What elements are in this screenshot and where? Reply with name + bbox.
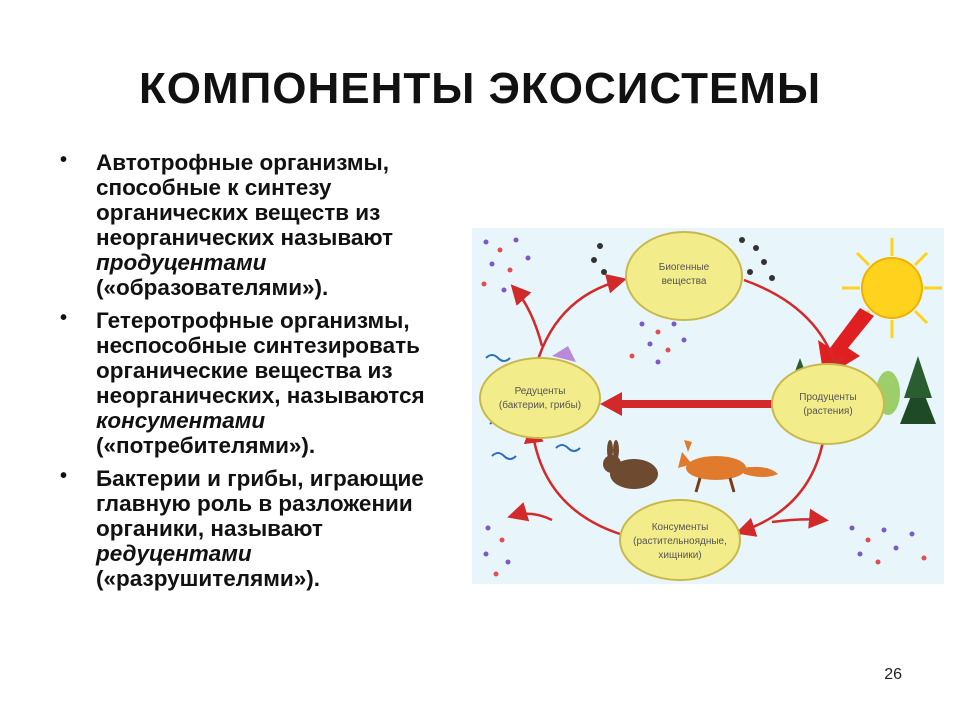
node-consumers-label: (растительноядные,	[633, 536, 727, 547]
node-reducers-label: (бактерии, грибы)	[498, 400, 582, 411]
node-biogenic-label: Биогенные	[658, 262, 710, 273]
node-consumers-label: Консументы	[651, 522, 709, 533]
bullet-term-producers: продуцентами	[96, 250, 267, 275]
bullet-producers	[60, 150, 460, 300]
node-reducers	[480, 358, 600, 438]
node-consumers	[620, 500, 740, 580]
node-biogenic	[626, 232, 742, 320]
node-consumers-label: хищники)	[658, 550, 702, 561]
bullet-text: Гетеротрофные организмы, неспособные синтезировать органические вещества из неорганических, называются	[96, 308, 425, 408]
node-producers-label: (растения)	[803, 406, 853, 417]
bullet-dot-icon: •	[60, 307, 68, 329]
slide-title: КОМПОНЕНТЫ ЭКОСИСТЕМЫ	[138, 64, 822, 113]
bullet-text: («образователями»).	[96, 275, 329, 300]
bullet-dot-icon: •	[60, 149, 68, 171]
bullet-text: Автотрофные организмы, способные к синтезу органических веществ из неорганических называют	[96, 150, 394, 250]
node-producers	[772, 364, 884, 444]
bullet-reducers	[60, 466, 460, 591]
bullet-dot-icon: •	[60, 465, 68, 487]
node-biogenic-label: вещества	[661, 276, 707, 287]
bullet-text: Бактерии и грибы, играющие главную роль в разложении органики, называют	[96, 466, 424, 541]
node-reducers-label: Редуценты	[514, 386, 566, 397]
ecosystem-cycle-diagram	[472, 228, 944, 584]
bullet-text: («разрушителями»).	[96, 566, 320, 591]
bullet-term-consumers: консументами	[96, 408, 266, 433]
bullet-consumers	[60, 308, 460, 458]
bullet-term-reducers: редуцентами	[96, 541, 252, 566]
bullet-list	[60, 150, 460, 599]
bullet-text: («потребителями»).	[96, 433, 316, 458]
page-number: 26	[884, 666, 902, 683]
node-producers-label: Продуценты	[799, 392, 857, 403]
